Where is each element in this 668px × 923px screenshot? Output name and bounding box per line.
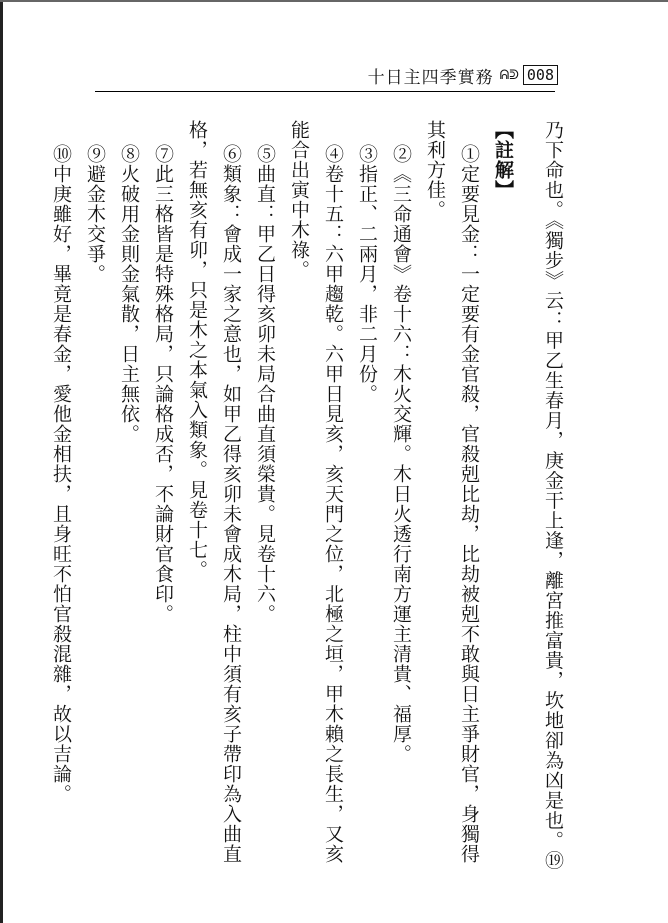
note-line: ①定要見金：一定要有金官殺，官殺剋比劫，比劫被剋不敢與日主爭財官，身獨得 (458, 144, 480, 864)
main-text-column: 乃下命也。《獨步》云：甲乙生春月，庚金干上逢，離宮推富貴，坎地卻為凶是也。⑲ (542, 120, 564, 871)
note-line: ④卷十五：六甲趨乾。六甲日見亥，亥天門之位，北極之垣，甲木賴之長生，又亥 (322, 144, 344, 864)
page-header (368, 62, 558, 88)
note-line: ②《三命通會》卷十六：木火交輝。木日火透行南方運主清貴、福厚。 (390, 144, 412, 764)
running-title: 十日主四季實務 (367, 67, 494, 88)
note-line: 格，若無亥有卯，只是木之本氣入類象。見卷十七。 (186, 120, 208, 580)
note-line: 能合出寅中木祿。 (288, 120, 310, 280)
ornament-icon: ᕱᕲ (499, 67, 519, 83)
annotation-heading: 【註解】 (492, 120, 514, 200)
page-frame-top (0, 0, 668, 2)
note-line: ⑩中庚雖好，畢竟是春金，愛他金相扶，且身旺不怕官殺混雜，故以吉論。 (50, 144, 72, 804)
note-line: ⑨避金木交爭。 (84, 144, 106, 284)
note-line: 其利方佳。 (424, 120, 446, 220)
page-frame-left (0, 0, 3, 923)
note-line: ③指正、二兩月，非二月份。 (356, 144, 378, 404)
note-line: ⑧火破用金則金氣散，日主無依。 (118, 144, 140, 444)
vertical-text-block (37, 120, 564, 871)
note-line: ⑥類象：會成一家之意也，如甲乙得亥卯未會成木局，柱中須有亥子帶印為入曲直 (220, 144, 242, 864)
header-rule (95, 91, 555, 92)
note-line: ⑦此三格皆是特殊格局，只論格成否，不論財官食印。 (152, 144, 174, 624)
note-line: ⑤曲直：甲乙日得亥卯未局合曲直須榮貴。見卷十六。 (254, 144, 276, 624)
page-number: 008 (523, 65, 558, 85)
